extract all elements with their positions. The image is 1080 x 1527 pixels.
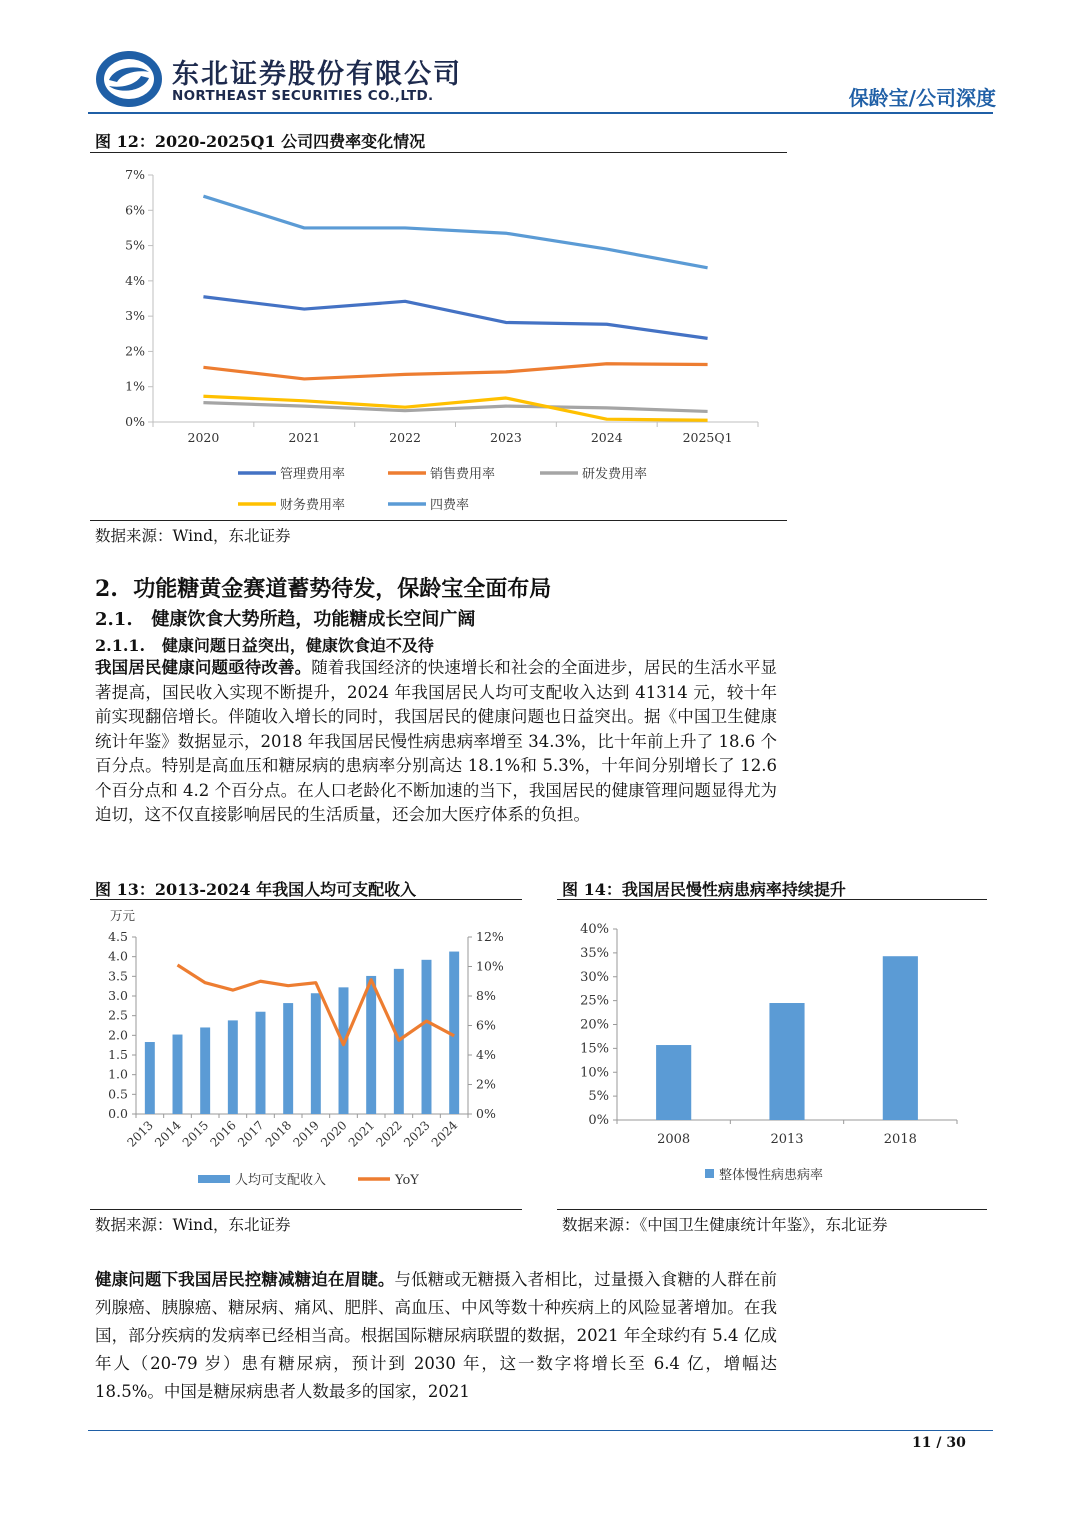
bar: [200, 1027, 210, 1114]
legend-swatch-bar: [198, 1175, 230, 1183]
y-tick-label: 4.0: [108, 948, 128, 964]
bar: [769, 1003, 804, 1120]
paragraph-health-issues: [95, 656, 777, 828]
x-tick-label: 2019: [290, 1118, 322, 1150]
bar: [145, 1042, 155, 1114]
series-line: [203, 297, 707, 339]
x-tick-label: 2013: [124, 1118, 156, 1150]
y-tick-label: 0.0: [108, 1106, 128, 1121]
bar: [339, 987, 349, 1114]
y-tick-label: 20%: [580, 1017, 609, 1033]
y-tick-label: 5%: [125, 237, 145, 253]
bar: [283, 1003, 293, 1114]
fig14-source: 数据来源：《中国卫生健康统计年鉴》，东北证券: [562, 1216, 888, 1234]
y-tick-label: 7%: [125, 167, 145, 182]
y-tick-label: 10%: [580, 1065, 609, 1081]
y-tick-label: 25%: [580, 993, 609, 1009]
y2-tick-label: 12%: [476, 929, 504, 944]
fig14-bottom-rule: [557, 1209, 987, 1210]
legend-swatch: [705, 1169, 714, 1178]
y-tick-label: 0.5: [108, 1086, 128, 1102]
fig12-title: 图 12：2020-2025Q1 公司四费率变化情况: [95, 132, 426, 151]
fig12-top-rule: [90, 152, 787, 153]
y-tick-label: 2.5: [108, 1007, 128, 1023]
x-tick-label: 2023: [401, 1118, 433, 1150]
report-tag: 保龄宝/公司深度: [848, 86, 996, 110]
fig12-bottom-rule: [90, 520, 787, 521]
y-tick-label: 4%: [125, 272, 145, 288]
x-tick-label: 2018: [883, 1132, 917, 1147]
legend-label: YoY: [395, 1173, 419, 1188]
y-tick-label: 3.0: [108, 988, 128, 1003]
x-tick-label: 2018: [262, 1118, 295, 1150]
legend-label: 研发费用率: [582, 467, 648, 482]
bar: [311, 993, 321, 1114]
paragraph-body: 随着我国经济的快速增长和社会的全面进步，居民的生活水平显著提高，国民收入实现不断提升，2024 年我国居民人均可支配收入达到 41314 元，较十年前实现翻倍增长。伴随收入增长的同时，我国居民的健康问题也日益突出。据《中国卫生健康统计年鉴》数据显示，2018 年我国居民慢性病患病率增至 34.3%，比十年前上升了 18.6 个百分点。特别是高血压和糖尿病的患病率分别高达 18.1%和 5.3%，十年间分别增长了 12.6 个百分点和 4.2 个百分点。在人口老龄化不断加速的当下，我国居民的健康管理问题显得尤为迫切，这不仅直接影响居民的生活质量，还会加大医疗体系的负担。: [95, 658, 778, 824]
section-heading-2-1-1: 2.1.1. 健康问题日益突出，健康饮食迫不及待: [95, 636, 434, 655]
bar: [256, 1012, 266, 1114]
y-tick-label: 15%: [580, 1041, 609, 1057]
y-tick-label: 4.5: [108, 929, 128, 944]
y2-tick-label: 8%: [476, 988, 496, 1003]
company-logo: [95, 50, 163, 108]
legend-label: 销售费用率: [430, 467, 496, 482]
page-number: 11 / 30: [912, 1435, 966, 1451]
legend-label: 管理费用率: [280, 467, 346, 482]
y2-tick-label: 2%: [476, 1076, 496, 1092]
fig12-chart: [90, 160, 787, 520]
fig14-title: 图 14：我国居民慢性病患病率持续提升: [562, 880, 846, 899]
fig13-top-rule: [90, 899, 522, 900]
y2-tick-label: 0%: [476, 1106, 496, 1121]
y-tick-label: 0%: [125, 414, 145, 429]
y-tick-label: 3.5: [108, 968, 128, 984]
y-tick-label: 40%: [580, 922, 609, 937]
bar: [173, 1035, 183, 1114]
y-tick-label: 1%: [125, 378, 145, 394]
x-tick-label: 2020: [187, 430, 220, 445]
x-tick-label: 2022: [389, 430, 421, 445]
x-tick-label: 2022: [373, 1118, 405, 1150]
y-tick-label: 3%: [125, 308, 145, 324]
bar: [228, 1020, 238, 1114]
company-name-en: NORTHEAST SECURITIES CO.,LTD.: [172, 88, 434, 104]
x-tick-label: 2014: [152, 1118, 184, 1150]
x-tick-label: 2016: [207, 1118, 239, 1150]
paragraph-sugar-control: [95, 1266, 777, 1406]
company-name-cn: 东北证券股份有限公司: [172, 59, 462, 90]
paragraph-lead: 健康问题下我国居民控糖减糖迫在眉睫。: [95, 1270, 395, 1289]
y-tick-label: 2.0: [108, 1027, 128, 1043]
x-tick-label: 2015: [179, 1118, 212, 1150]
y2-tick-label: 4%: [476, 1047, 496, 1062]
y-tick-label: 6%: [125, 202, 145, 218]
logo-mark-icon: [95, 50, 163, 108]
fig13-bottom-rule: [90, 1209, 522, 1210]
x-tick-label: 2013: [770, 1132, 804, 1147]
y-tick-label: 0%: [588, 1113, 609, 1128]
series-line: [203, 364, 707, 379]
footer-rule: [88, 1430, 993, 1431]
fig13-source: 数据来源：Wind，东北证券: [95, 1216, 291, 1234]
fig14-chart: [557, 903, 987, 1208]
legend-label: 四费率: [430, 498, 470, 513]
bar: [883, 956, 918, 1120]
paragraph-lead: 我国居民健康问题亟待改善。: [95, 658, 312, 677]
bar: [422, 960, 432, 1114]
section-heading-2-1: 2.1. 健康饮食大势所趋，功能糖成长空间广阔: [95, 609, 476, 630]
y-tick-label: 5%: [588, 1089, 609, 1105]
x-tick-label: 2021: [288, 430, 321, 445]
y-tick-label: 1.0: [108, 1066, 128, 1082]
y-tick-label: 1.5: [108, 1047, 128, 1062]
bar: [366, 976, 376, 1114]
x-tick-label: 2017: [235, 1118, 267, 1150]
legend-label: 人均可支配收入: [235, 1173, 327, 1188]
fig14-top-rule: [557, 899, 987, 900]
bar: [656, 1045, 691, 1120]
paragraph-body: 与低糖或无糖摄入者相比，过量摄入食糖的人群在前列腺癌、胰腺癌、糖尿病、痛风、肥胖、高血压、中风等数十种疾病上的风险显著增加。在我国，部分疾病的发病率已经相当高。根据国际糖尿病联盟的数据，2021 年全球约有 5.4 亿成年人（20-79 岁）患有糖尿病，预计到 2030 年，这一数字将增长至 6.4 亿，增幅达 18.5%。中国是糖尿病患者人数最多的国家，2021: [95, 1270, 778, 1401]
y-tick-label: 30%: [580, 969, 609, 985]
x-tick-label: 2023: [490, 430, 522, 445]
fig13-chart: [90, 903, 522, 1208]
x-tick-label: 2024: [590, 430, 623, 445]
x-tick-label: 2020: [318, 1118, 350, 1150]
x-tick-label: 2025Q1: [682, 430, 733, 445]
y2-tick-label: 10%: [476, 958, 504, 974]
fig12-source: 数据来源：Wind，东北证券: [95, 527, 291, 545]
y2-tick-label: 6%: [476, 1017, 496, 1033]
x-tick-label: 2024: [428, 1118, 461, 1150]
series-line: [203, 196, 707, 268]
fig13-title: 图 13：2013-2024 年我国人均可支配收入: [95, 880, 417, 899]
y-tick-label: 2%: [125, 343, 145, 359]
x-tick-label: 2008: [657, 1132, 691, 1147]
x-tick-label: 2021: [345, 1118, 378, 1150]
y-tick-label: 35%: [580, 945, 609, 961]
y-axis-unit: 万元: [110, 908, 136, 923]
section-heading-2: 2. 功能糖黄金赛道蓄势待发，保龄宝全面布局: [95, 576, 552, 602]
legend-label: 财务费用率: [280, 498, 346, 513]
legend-label: 整体慢性病患病率: [719, 1168, 824, 1183]
header-rule: [88, 112, 993, 114]
